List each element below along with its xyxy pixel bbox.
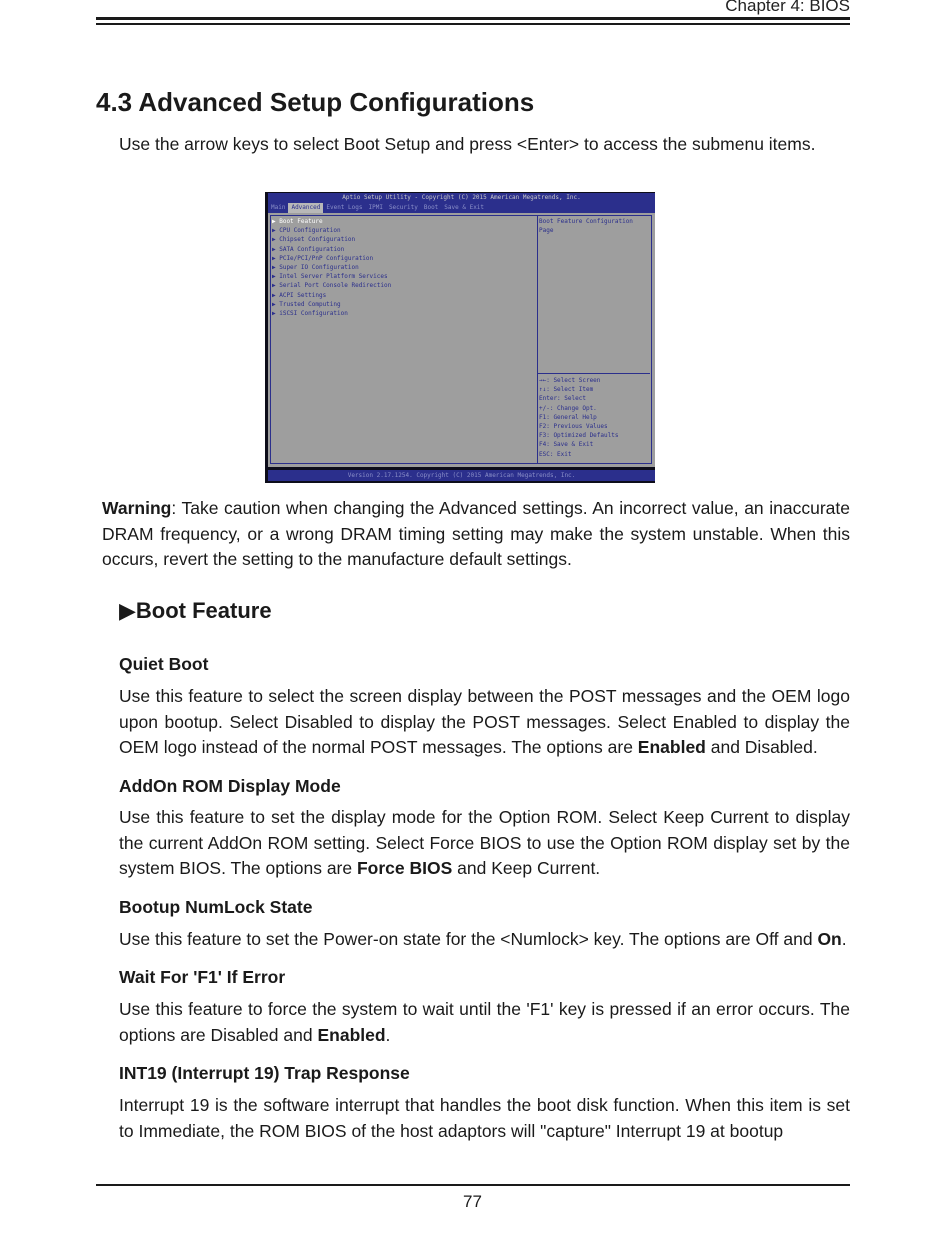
chapter-header: Chapter 4: BIOS [725,0,850,15]
desc-text: Use this feature to force the system to wait until the 'F1' key is pressed if an error occurs. The options are Disabled and [119,999,850,1045]
bios-tab-save-exit: Save & Exit [444,204,485,211]
warning-paragraph [102,496,850,573]
item-title-int19: INT19 (Interrupt 19) Trap Response [119,1063,410,1083]
bios-menu-item: ▶ iSCSI Configuration [272,310,348,318]
bios-key-line: F3: Optimized Defaults [539,432,619,440]
bios-key-line: ESC: Exit [539,450,572,458]
bios-menu-item: ▶ CPU Configuration [272,227,341,235]
warning-label: Warning [102,498,172,518]
bios-menu-item: ▶ Intel Server Platform Services [272,273,388,281]
bios-screenshot [265,192,655,483]
bios-tab-event-logs: Event Logs [326,204,363,211]
bios-tab-boot: Boot [423,204,439,211]
bios-tab-security: Security [388,204,418,211]
desc-tail: and Disabled. [705,737,818,758]
desc-default: Enabled [317,1024,386,1045]
bios-key-line: F1: General Help [539,413,597,421]
desc-default: On [817,929,842,949]
desc-tail: and Keep Current. [452,858,601,879]
desc-default: Force BIOS [356,858,453,879]
bios-help-text: Boot Feature Configuration Page [539,218,633,235]
desc-default: Enabled [637,737,706,758]
item-desc-int19 [119,1093,850,1144]
item-title-wait-f1: Wait For 'F1' If Error [119,967,286,987]
bios-menu-item: ▶ ACPI Settings [272,291,327,299]
bios-menu-item: ▶ SATA Configuration [272,245,345,253]
bios-help-divider [538,373,650,374]
bios-menu-item: ▶ Super IO Configuration [272,264,359,272]
bios-tab-bar [268,203,655,213]
item-desc-addon-rom [119,805,850,882]
header-rule [96,17,850,20]
desc-tail: . [841,929,847,949]
bios-menu-item: ▶ Serial Port Console Redirection [272,282,392,290]
bios-footer: Version 2.17.1254. Copyright (C) 2015 American Megatrends, Inc. [268,470,655,481]
desc-text: Use this feature to set the Power-on state for the <Numlock> key. The options are Off and [119,929,818,949]
bios-menu-item: ▶ Chipset Configuration [272,236,356,244]
section-title: 4.3 Advanced Setup Configurations [96,87,535,117]
desc-text: Use this feature to select the screen display between the POST messages and the OEM logo upon bootup. Select Disabled to display the POST messages. Select Enabled to display the OEM logo instead of the normal POST messages. The options are [119,686,850,758]
bios-tab-ipmi: IPMI [368,204,383,211]
bios-key-line: Enter: Select [539,395,586,403]
bios-menu-item: ▶ Boot Feature [272,218,323,225]
item-desc-quiet-boot [119,684,850,761]
bios-menu-item: ▶ PCIe/PCI/PnP Configuration [272,254,374,262]
warning-text: : Take caution when changing the Advanced settings. An incorrect value, an inaccurate DRAM frequency, or a wrong DRAM timing setting may make the system unstable. When this occurs, revert the setting to the manufacture default settings. [102,498,850,570]
desc-text: Use this feature to set the display mode for the Option ROM. Select Keep Current to display the current AddOn ROM setting. Select Force BIOS to use the Option ROM display set by the system BIOS. The options are [119,807,850,879]
bios-menu-item: ▶ Trusted Computing [272,300,341,308]
bios-key-line: ↑↓: Select Item [539,386,594,394]
bios-menu [272,217,391,318]
item-desc-wait-f1 [119,997,850,1048]
bios-tab-main: Main [271,204,286,211]
header-rule-thin [96,23,850,25]
item-title-quiet-boot: Quiet Boot [119,654,209,674]
bios-key-line: →←: Select Screen [539,377,601,384]
item-title-addon-rom: AddOn ROM Display Mode [119,776,341,796]
bios-key-legend [539,376,618,459]
section-intro: Use the arrow keys to select Boot Setup and press <Enter> to access the submenu items. [119,134,816,154]
bios-body [268,213,655,467]
bios-divider [537,215,538,464]
desc-text: Interrupt 19 is the software interrupt that handles the boot disk function. When this item is set to Immediate, the ROM BIOS of the host adaptors will "capture" Interrupt 19 at bootup [119,1095,850,1141]
bios-key-line: +/-: Change Opt. [539,404,597,412]
item-desc-numlock [119,927,850,953]
desc-tail: . [385,1024,391,1045]
item-title-numlock: Bootup NumLock State [119,897,313,917]
bios-tab-advanced: Advanced [288,203,323,213]
page-number: 77 [463,1192,482,1211]
footer-rule [96,1184,850,1186]
bios-title: Aptio Setup Utility - Copyright (C) 2015 American Megatrends, Inc. [268,193,655,203]
boot-feature-heading: ▶Boot Feature [119,598,272,623]
bios-key-line: F2: Previous Values [539,423,608,431]
bios-key-line: F4: Save & Exit [539,441,594,449]
